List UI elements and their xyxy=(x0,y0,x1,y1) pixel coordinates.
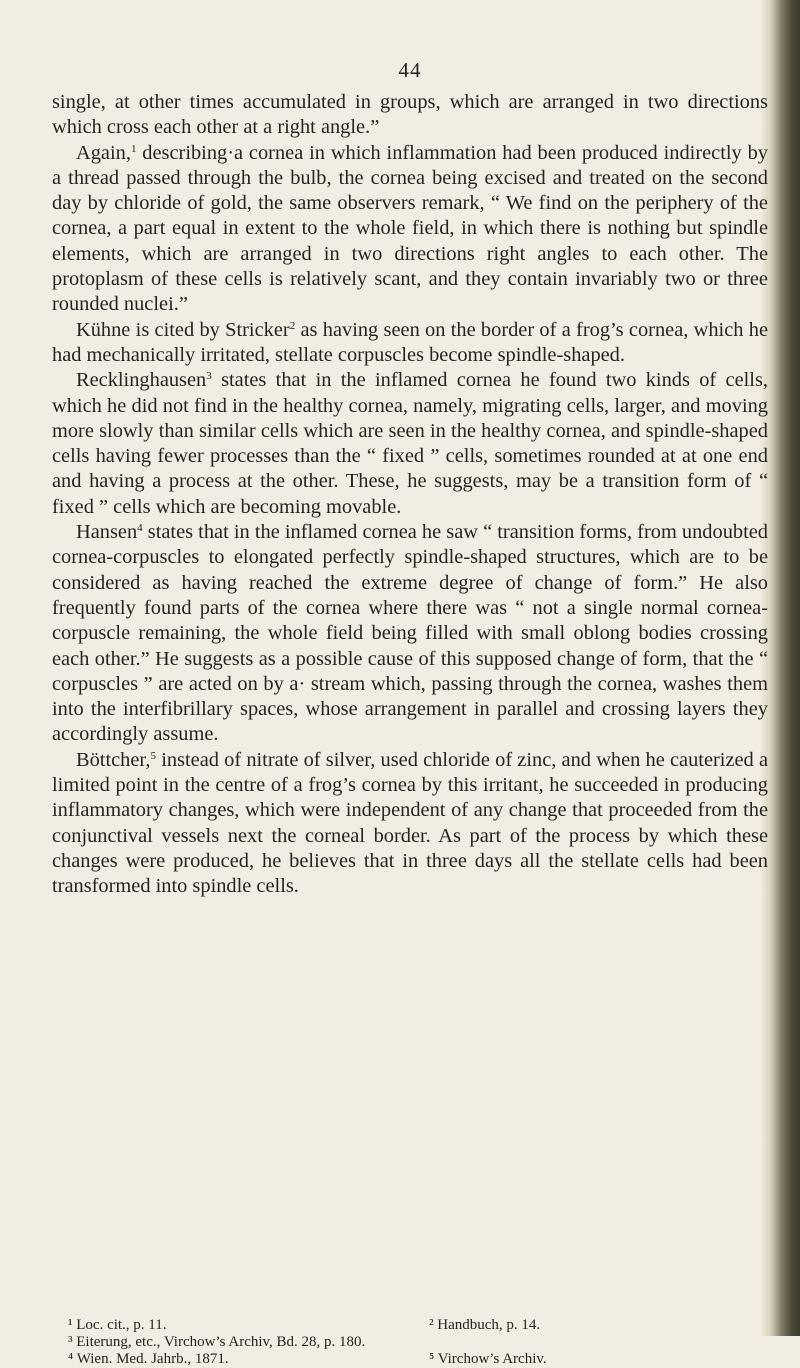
text-run: single, at other times accumulated in groups, which are arranged in two directions which cross each other at a right angle.” xyxy=(52,91,768,139)
footnote-3: ³ Eiterung, etc., Virchow’s Archiv, Bd. 28, p. 180. xyxy=(68,1334,366,1350)
footnote-ref: 2 xyxy=(289,319,296,332)
text-run: Hansen xyxy=(76,521,138,544)
paragraph xyxy=(52,318,768,369)
paragraph xyxy=(52,90,768,141)
footnote-ref: 3 xyxy=(206,370,212,383)
text-run: instead of nitrate of silver, used chloride of zinc, and when he cauterized a limited point in the centre of a frog’s cornea by this irritant, he succeeded in producing inflammatory changes, which were independent of any change that proceeded from the conjunctival vessels next the corneal border. As part of the process by which these changes were produced, he believes that in three days all the stellate cells had been transformed into spindle cells. xyxy=(52,748,768,898)
text-run: Again, xyxy=(76,141,131,164)
footnote-ref: 4 xyxy=(137,522,143,535)
text-run: Recklinghausen xyxy=(76,369,207,392)
text-run: describing·a cornea in which inflammation had been produced indirectly by a thread passed through the bulb, the cornea being excised and treated on the second day by chloride of gold, the same observers remark, “ We find on the periphery of the cornea, a part equal in extent to the whole field, in which there is nothing but spindle elements, which are arranged in two directions right angles to each other. The protoplasm of these cells is relatively scant, and they contain invariably two or three rounded nuclei.” xyxy=(52,141,768,316)
page-number: 44 xyxy=(398,58,422,82)
text-run: Böttcher, xyxy=(76,748,151,771)
paragraph xyxy=(52,748,768,900)
text-run: states that in the inflamed cornea he found two kinds of cells, which he did not find in the healthy cornea, namely, migrating cells, larger, and moving more slowly than similar cells which are seen in the healthy cornea, and spindle-shaped cells having fewer processes than the “ fixed ” cells, sometimes rounded at at one end and having a process at the other. These, he suggests, may be a transition form of “ fixed ” cells which are becoming movable. xyxy=(52,369,768,518)
paragraph xyxy=(52,368,768,520)
paragraph xyxy=(52,520,768,748)
body-text xyxy=(52,90,768,900)
footnote-5: ⁵ Virchow’s Archiv. xyxy=(429,1351,547,1367)
paragraph xyxy=(52,141,768,318)
footnote-4: ⁴ Wien. Med. Jahrb., 1871. xyxy=(68,1351,229,1367)
footnote-1: ¹ Loc. cit., p. 11. xyxy=(68,1317,167,1333)
footnote-ref: 1 xyxy=(130,142,137,155)
footnotes xyxy=(52,1317,768,1368)
footnote-2: ² Handbuch, p. 14. xyxy=(429,1317,541,1333)
text-run: states that in the inflamed cornea he saw “ transition forms, from undoubted cornea-corpuscles to elongated perfectly spindle-shaped structures, which are to be considered as having reached the extreme degree of change of form.” He also frequently found parts of the cornea where there was “ not a single normal cornea-corpuscle remaining, the whole field being filled with small oblong bodies crossing each other.” He suggests as a possible cause of this supposed change of form, that the “ corpuscles ” are acted on by a· stream which, passing through the cornea, washes them into the interfibrillary spaces, whose arrangement in parallel and crossing layers they accordingly assume. xyxy=(52,521,768,746)
footnote-ref: 5 xyxy=(150,749,156,762)
text-run: Kühne is cited by Stricker xyxy=(76,318,290,341)
text-run: as having seen on the border of a frog’s cornea, which he had mechanically irritated, stellate corpuscles become spindle-shaped. xyxy=(52,318,768,366)
